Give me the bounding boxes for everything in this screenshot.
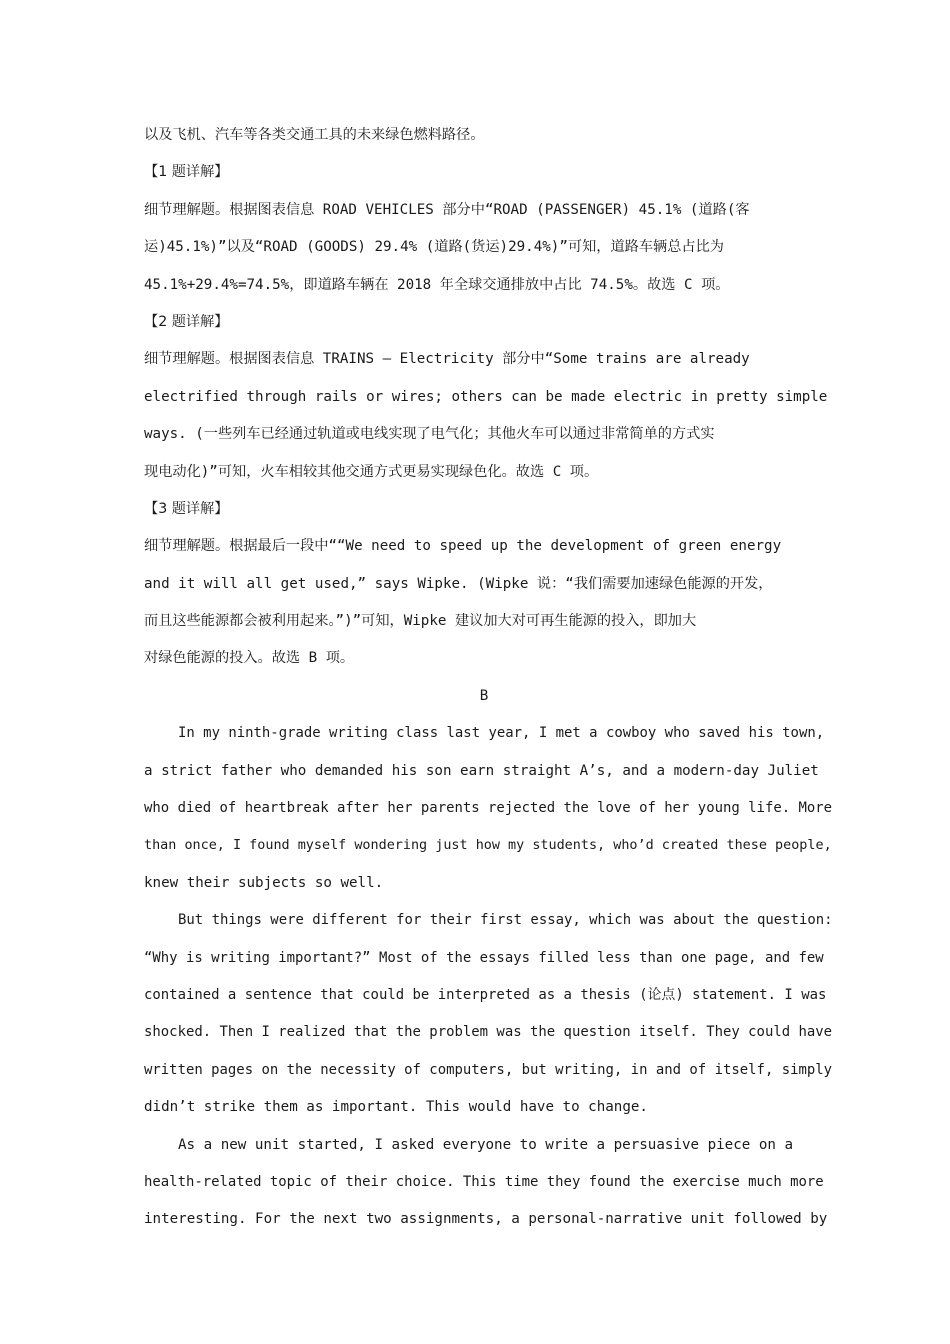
passage-line: health-related topic of their choice. This time they found the exercise much more: [144, 1173, 824, 1190]
passage-line: who died of heartbreak after her parents rejected the love of her young life. More: [144, 800, 833, 817]
passage-line: As a new unit started, I asked everyone to write a persuasive piece on a: [178, 1136, 793, 1153]
passage-line: knew their subjects so well.: [144, 874, 384, 891]
passage-line: than once, I found myself wondering just how my students, who’d created these people,: [144, 838, 832, 854]
q2-heading: 【2 题详解】: [144, 313, 229, 330]
q1-explanation-line: 运)45.1%)”以及“ROAD (GOODS) 29.4% (道路(货运)29.4%)”可知，道路车辆总占比为: [144, 239, 724, 256]
q3-explanation-line: 对绿色能源的投入。故选 B 项。: [144, 650, 355, 667]
q3-explanation-line: and it will all get used,” says Wipke. (Wipke 说：“我们需要加速绿色能源的开发，: [144, 575, 773, 592]
q2-explanation-line: electrified through rails or wires; others can be made electric in pretty simple: [144, 388, 828, 405]
q1-explanation-line: 45.1%+29.4%=74.5%，即道路车辆在 2018 年全球交通排放中占比 74.5%。故选 C 项。: [144, 276, 730, 293]
intro-tail-line: 以及飞机、汽车等各类交通工具的未来绿色燃料路径。: [144, 127, 485, 143]
passage-line: interesting. For the next two assignments, a personal-narrative unit followed by: [144, 1211, 828, 1228]
q1-heading: 【1 题详解】: [144, 164, 229, 181]
section-b-title: B: [479, 687, 489, 704]
q1-explanation-line: 细节理解题。根据图表信息 ROAD VEHICLES 部分中“ROAD (PASSENGER) 45.1% (道路(客: [144, 201, 750, 218]
passage-line: didn’t strike them as important. This would have to change.: [144, 1099, 648, 1116]
passage-line: a strict father who demanded his son earn straight A’s, and a modern-day Juliet: [144, 762, 819, 779]
document-page: [144, 117, 834, 1239]
passage-line: “Why is writing important?” Most of the essays filled less than one page, and few: [144, 949, 824, 966]
q3-heading: 【3 题详解】: [144, 500, 229, 517]
passage-line: But things were different for their first essay, which was about the question:: [178, 912, 833, 929]
q2-explanation-line: 现电动化)”可知，火车相较其他交通方式更易实现绿色化。故选 C 项。: [144, 463, 599, 480]
passage-line: In my ninth-grade writing class last year, I met a cowboy who saved his town,: [178, 725, 825, 742]
passage-line: contained a sentence that could be interpreted as a thesis (论点) statement. I was: [144, 986, 827, 1003]
q3-explanation-line: 而且这些能源都会被利用起来。”)”可知，Wipke 建议加大对可再生能源的投入，即加大: [144, 613, 697, 630]
q2-explanation-line: ways. (一些列车已经通过轨道或电线实现了电气化；其他火车可以通过非常简单的方式实: [144, 426, 715, 443]
passage-line: written pages on the necessity of computers, but writing, in and of itself, simply: [144, 1061, 833, 1078]
q2-explanation-line: 细节理解题。根据图表信息 TRAINS — Electricity 部分中“Some trains are already: [144, 351, 750, 368]
passage-line: shocked. Then I realized that the problem was the question itself. They could have: [144, 1024, 833, 1041]
q3-explanation-line: 细节理解题。根据最后一段中““We need to speed up the development of green energy: [144, 538, 782, 555]
